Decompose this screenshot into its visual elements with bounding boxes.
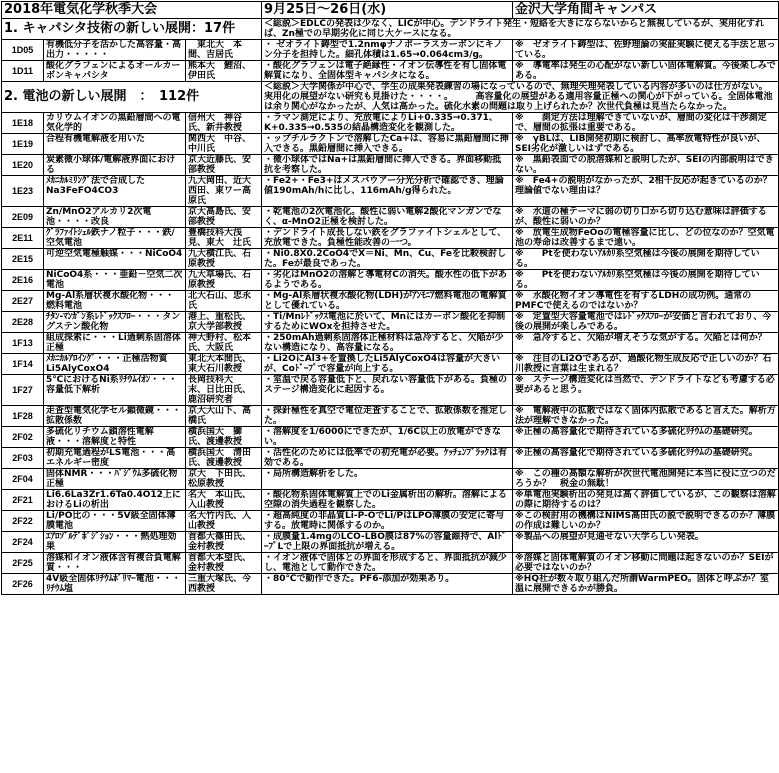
presentation-authors: 神大野村、松本氏、大阪氏 — [186, 333, 262, 354]
reviewer-comment: ※ 水道の極テーマに弱の切り口から切り込む意味は評価するが、酸性に弱いのか？ — [513, 207, 779, 228]
table-row — [2, 312, 779, 333]
section2-summary: ＜総説＞大学関係が中心で、学生の成果発表練習の場になっているので、無理矢理発表している内容が多いのは仕方がない。実用化の展望がない研究も見掛けた・・・・。 高容量化の展望がある適用容量正極への関心が下がっている。全固体電池は余り関心がなかったが、人気は高かった。硫化水素の問題は取り上げられたか？次世代負極は見当たらなかった。 — [262, 82, 779, 113]
presentation-title: 走査型電気化学セル顕微鏡・・・拡散係数 — [44, 406, 186, 427]
table-row — [2, 375, 779, 406]
reviewer-comment: ※ Ptを使わないｱﾙｶﾘ系空気極は今後の展開を期待している。 — [513, 270, 779, 291]
presentation-authors: 三重大塚氏、今西教授 — [186, 574, 262, 595]
reviewer-comment: ※ 注目のLi2Oであるが、過酸化物生成反応で正しいのか？石川教授に言葉は生まれる？ — [513, 354, 779, 375]
presentation-authors: 京大 下田氏、松原教授 — [186, 469, 262, 490]
presentation-authors: 京大近藤氏、安部教授 — [186, 155, 262, 176]
presentation-authors: 横浜国大 清田氏、渡邊教授 — [186, 448, 262, 469]
presentation-summary: ・室温で戻る容量低下と、戻れない容量低下がある。負極のステージ構造変化に起因する。 — [262, 375, 513, 406]
presentation-authors: 京大大山下、高橋氏 — [186, 406, 262, 427]
presentation-code: 1D11 — [2, 61, 44, 82]
presentation-code: 1E18 — [2, 113, 44, 134]
reviewer-comment: ※正極の高容量化で期待されている多硫化ﾘﾁｳﾑの基礎研究。 — [513, 427, 779, 448]
reviewer-comment: ※ ゼオライト鋳型は、佐野理論の実証実験に使える手法と思っている。 — [513, 40, 779, 61]
presentation-authors: 熊本大 鯉沼、伊田氏 — [186, 61, 262, 82]
presentation-code: 2F03 — [2, 448, 44, 469]
event-title: 2018年電気化学秋季大会 — [2, 2, 262, 19]
presentation-code: 2E09 — [2, 207, 44, 228]
presentation-authors: 東北大 本間、吉居氏 — [186, 40, 262, 61]
presentation-authors: 信州大 神谷氏、新井教授 — [186, 113, 262, 134]
presentation-summary: ・成膜量1.4mgのLCO-LBO膜は87%の容量維持で、AlﾄﾞｰﾌﾟLで上限の界面抵抗が増える。 — [262, 532, 513, 553]
table-row — [2, 270, 779, 291]
table-row — [2, 207, 779, 228]
reviewer-comment: ※ 黒鉛表面での脱溶媒和と説明したが、SEIの内部説明はできない。 — [513, 155, 779, 176]
presentation-title: ｸﾞﾗﾌｧｲﾄｼｪﾙ鉄ナノ粒子・・・鉄/空気電池 — [44, 228, 186, 249]
presentation-title: ﾁﾀﾝ-ﾏﾝｶﾞﾝ系ﾚﾄﾞｯｸｽﾌﾛｰ・・・タングステン酸化物 — [44, 312, 186, 333]
presentation-title: 4V級全固体ﾘﾁｳﾑﾎﾟﾘﾏｰ電池・・・ﾘﾁｳﾑ塩 — [44, 574, 186, 595]
presentation-authors: 横浜国大 獅氏、渡邊教授 — [186, 427, 262, 448]
table-row — [2, 249, 779, 270]
presentation-code: 1F13 — [2, 333, 44, 354]
presentation-authors: 首都大本望氏、金村教授 — [186, 553, 262, 574]
reviewer-comment: ※この検討用の機構はNIMS高田氏の説で説明できるのか？薄膜の作成は難しいのか？ — [513, 511, 779, 532]
presentation-summary: ・酸化物系固体電解質上でのLi金属析出の解析。溶解による空隙の消失過程を観察した。 — [262, 490, 513, 511]
event-venue: 金沢大学角間キャンパス — [513, 2, 779, 19]
reviewer-comment: ※HQ社が数々取り組んだ所謂WarmPEO。固体と呼ぶか？室温に展開できるかが勝負。 — [513, 574, 779, 595]
presentation-code: 2F25 — [2, 553, 44, 574]
presentation-summary: ・Mg-Al系層状複水酸化物(LDH)がｱﾝﾓﾆｱ燃料電池の電解質として優れている。 — [262, 291, 513, 312]
table-row — [2, 553, 779, 574]
table-row — [2, 574, 779, 595]
reviewer-comment: ※ γBLは、LIB開発初期に検討し、高率放電特性が良いが、SEI劣化が激しいはずである。 — [513, 134, 779, 155]
presentation-title: Mg-Al系層状複水酸化物・・・燃料電池 — [44, 291, 186, 312]
presentation-title: ﾒｶﾆｶﾙｱﾛｲﾝｸﾞ・・・正極活物質Li5AlyCoxO4 — [44, 354, 186, 375]
presentation-code: 2F22 — [2, 511, 44, 532]
presentation-authors: 豊橋技科大浅見、東大 辻氏 — [186, 228, 262, 249]
presentation-authors: 九大横江氏、石原教授 — [186, 249, 262, 270]
presentation-title: カリウムイオンの黒鉛層間への電気化学的 — [44, 113, 186, 134]
presentation-summary: ・微小球体ではNa+は黒鉛層間に挿入できる。界面移動抵抗を考察した。 — [262, 155, 513, 176]
presentation-summary: ・超高純度の非晶質Li-P-OでLi/PはLPO薄膜の安定に寄与する。放電時に関係するのか。 — [262, 511, 513, 532]
presentation-summary: ・80℃で動作できた。PF6-添加が効果あり。 — [262, 574, 513, 595]
presentation-authors: 九大草場氏、石原教授 — [186, 270, 262, 291]
presentation-code: 1E23 — [2, 176, 44, 207]
presentation-title: ﾒｶﾆｶﾙﾐﾘﾝｸﾞ法で合成したNa3FeFO4CO3 — [44, 176, 186, 207]
section2-title: 2. 電池の新しい展開 ： 112件 — [2, 82, 262, 113]
reviewer-comment: ※ 急冷すると、欠陥が増えそうな気がする。欠陥とは何か？ — [513, 333, 779, 354]
table-row — [2, 113, 779, 134]
reviewer-comment: ※ Fe4+の説明がなかったが、2相千反応が起きているのか？理論値でない理由は？ — [513, 176, 779, 207]
section1-row — [2, 19, 779, 40]
presentation-authors: 港上、重松氏、京大学部教授 — [186, 312, 262, 333]
conference-report-table — [1, 1, 779, 595]
presentation-title: 多硫化リチウム鎖溶性電解液・・・溶解度と特性 — [44, 427, 186, 448]
table-row — [2, 532, 779, 553]
reviewer-comment: ※正極の高容量化で期待されている多硫化ﾘﾁｳﾑの基礎研究。 — [513, 448, 779, 469]
section2-row — [2, 82, 779, 113]
presentation-authors: 名大竹内氏、入山教授 — [186, 511, 262, 532]
presentation-summary: ・Li2OにAl3+を置換したLi5AlyCoxO4は容量が大きいが、Coﾄﾞｰﾌﾟで容量が向上する。 — [262, 354, 513, 375]
presentation-summary: ・ラマン測定により、充放電によりLi+0.335→0.371、K+0.335→0.535の結晶構造変化を観測した。 — [262, 113, 513, 134]
presentation-code: 2E28 — [2, 312, 44, 333]
table-row — [2, 134, 779, 155]
presentation-code: 1F28 — [2, 406, 44, 427]
presentation-title: 初期充電過程がLS電池・・・高エネルギー密度 — [44, 448, 186, 469]
presentation-title: Zn/MnO2アルカリ2次電池・・・・改良 — [44, 207, 186, 228]
presentation-title: 5℃におけるNi系ﾘﾁｳﾑｲｵﾝ・・・容量低下解析 — [44, 375, 186, 406]
presentation-code: 2F24 — [2, 532, 44, 553]
reviewer-comment: ※ Ptを使わないｱﾙｶﾘ系空気極は今後の展開を期待している。 — [513, 249, 779, 270]
table-row — [2, 40, 779, 61]
reviewer-comment: ※ 定置型大容量電池ではﾚﾄﾞｯｸｽﾌﾛｰが安価と言われており、今後の展開が楽しみである。 — [513, 312, 779, 333]
presentation-code: 1D05 — [2, 40, 44, 61]
presentation-code: 1F27 — [2, 375, 44, 406]
presentation-summary: ・探針極性を真空で電位走査することで、拡散係数を推定した。 — [262, 406, 513, 427]
presentation-summary: ・劣化はMnO2の溶解と導電材Cの消失。酸水性の低下があるようである。 — [262, 270, 513, 291]
presentation-summary: ・250mAh過剰系固溶体正極材料は急冷すると、欠陥が少ない構造になり、高容量になる。 — [262, 333, 513, 354]
reviewer-comment: ※ ステージ構造変化は当然で、デンドライトなども考慮する必要があると思う。 — [513, 375, 779, 406]
reviewer-comment: ※製品への展望が見通せない大学らしい発表。 — [513, 532, 779, 553]
presentation-title: 組成探索に・・・Li過剰系固溶体正極 — [44, 333, 186, 354]
reviewer-comment: ※ 放電生成物FeOoの電極容量に比し、どの位なのか？空気電池の寿命は改善するまで遠い。 — [513, 228, 779, 249]
table-row — [2, 176, 779, 207]
presentation-title: ｴｱﾛｿﾞﾙﾃﾞﾎﾟｼﾞｼｮﾝ・・・熱処理効果 — [44, 532, 186, 553]
presentation-title: Li6.6La3Zr1.6Ta0.4O12上におけるLiの析出 — [44, 490, 186, 511]
presentation-title: 有機低分子を活かした高容量・高出力・・・・・ — [44, 40, 186, 61]
reviewer-comment: ※溶媒と固体電解質のイオン移動に問題は起きないのか？SEIが必要ではないのか？ — [513, 553, 779, 574]
presentation-authors: 東北大本間氏、東大石川教授 — [186, 354, 262, 375]
table-row — [2, 469, 779, 490]
table-row — [2, 511, 779, 532]
presentation-title: 固体NMR・・・ﾊﾟｼﾞｳﾑ多硫化物正極 — [44, 469, 186, 490]
reviewer-comment: ※ 電解液中の拡散ではなく固体内拡散であると言えた。解析方法が理解できなかった。 — [513, 406, 779, 427]
reviewer-comment: ※ 測定方法は理解できていないが、層間の変化は干渉測定で、層間の拡張は重要である。 — [513, 113, 779, 134]
presentation-title: NiCoO4系・・・亜鉛－空気二次電池 — [44, 270, 186, 291]
presentation-code: 1F14 — [2, 354, 44, 375]
presentation-summary: ・Ti/Mnﾚﾄﾞｯｸｽ電池に於いて、Mnにはカーボン酸化を抑制するためにWOxを担持させた。 — [262, 312, 513, 333]
table-row — [2, 448, 779, 469]
presentation-summary: ・Fe2+・Fe3+はメスバウアー分光分析で確認でき、理論値190mAh/hに比し、116mAh/g得られた。 — [262, 176, 513, 207]
reviewer-comment: ※単電池実験析出の発見は高く評価しているが、この観察は溶解の際に期待するのは？ — [513, 490, 779, 511]
presentation-title: 可逆空気電極触媒・・・NiCoO4 — [44, 249, 186, 270]
section1-summary: ＜総説＞EDLCの発表は少なく、LICが中心。デンドライト発生・短絡を大きにならないからと無視しているが、実用化すれば、Zn極での早期劣化に同じ大ケースになる。 — [262, 19, 779, 40]
table-row — [2, 333, 779, 354]
presentation-summary: ・溶解度を1/6000にできたが、1/6C以上の放電ができない。 — [262, 427, 513, 448]
presentation-authors: 首都大篠田氏、金村教授 — [186, 532, 262, 553]
presentation-code: 2E27 — [2, 291, 44, 312]
presentation-code: 2F26 — [2, 574, 44, 595]
presentation-code: 1E19 — [2, 134, 44, 155]
presentation-summary: ・デンドライト成長しない鉄をグラファイトシェルとして、充放電できた。負極性能改善の一つ。 — [262, 228, 513, 249]
presentation-summary: ・ ゼオライト鋳型で1.2nmφナノポーラスカーボンにキノン分子を担持した。細孔体積は1.65→0.064cm3/g。 — [262, 40, 513, 61]
presentation-authors: 関西大 中谷、中川氏 — [186, 134, 262, 155]
presentation-authors: 長岡技科大 末、日比田氏、鹿沼研究者 — [186, 375, 262, 406]
table-row — [2, 291, 779, 312]
reviewer-comment: ※ 導電率は発生の心配がない新しい固体電解質。今後楽しみである。 — [513, 61, 779, 82]
presentation-title: Li/PO比の・・・5V級全固体薄膜電池 — [44, 511, 186, 532]
presentation-title: 炭素微小球体/電解液界面における — [44, 155, 186, 176]
presentation-summary: ・ップチルラクトンで溶解したCa+は、容易に黒鉛層間に挿入できる。黒鉛層間に挿入できる。 — [262, 134, 513, 155]
presentation-code: 2F21 — [2, 490, 44, 511]
presentation-code: 2F04 — [2, 469, 44, 490]
presentation-authors: 九大岡田、近大西田、東ワー高原氏 — [186, 176, 262, 207]
reviewer-comment: ※ この種の高額な解析が次世代電池開発に本当に役に立つのだろうか？ 税金の無駄！ — [513, 469, 779, 490]
presentation-title: 合程有機電解液を用いた — [44, 134, 186, 155]
table-row — [2, 228, 779, 249]
presentation-summary: ・活性化のためには低率での初充電が必要。ｹｯﾁｪﾝﾌﾞﾗｯｸは有効である。 — [262, 448, 513, 469]
presentation-title: 酸化グラフェンによるオールカーボンキャパシタ — [44, 61, 186, 82]
table-row — [2, 490, 779, 511]
presentation-title: 溶媒和イオン液体含有複合負電解質・・・ — [44, 553, 186, 574]
event-date: 9月25日～26日(水) — [262, 2, 513, 19]
presentation-summary: ・イオン液体で固体との界面を形成すると、界面抵抗が減少し、電池として動作できた。 — [262, 553, 513, 574]
table-row — [2, 61, 779, 82]
presentation-code: 2E16 — [2, 270, 44, 291]
presentation-summary: ・局所構造解析をした。 — [262, 469, 513, 490]
table-row — [2, 354, 779, 375]
header-row — [2, 2, 779, 19]
presentation-summary: ・Ni0.8X0.2CoO4でX＝Ni、Mn、Cu、Feを比較検討した。Feが最良であった。 — [262, 249, 513, 270]
table-row — [2, 155, 779, 176]
table-row — [2, 406, 779, 427]
presentation-code: 2E15 — [2, 249, 44, 270]
section1-title: 1. キャパシタ技術の新しい展開：17件 — [2, 19, 262, 40]
presentation-code: 1E20 — [2, 155, 44, 176]
presentation-authors: 名大 本山氏、入山教授 — [186, 490, 262, 511]
presentation-code: 2E11 — [2, 228, 44, 249]
presentation-authors: 北大石山、忠永氏 — [186, 291, 262, 312]
presentation-authors: 京大高島氏、安部教授 — [186, 207, 262, 228]
presentation-summary: ・酸化グラフェンは電子絶縁性・イオン伝導性を有し固体電解質になり、全固体型キャパシタになる。 — [262, 61, 513, 82]
presentation-code: 2F02 — [2, 427, 44, 448]
reviewer-comment: ※ 水酸化物イオン導電性を有するLDHの成功例。通常のPMFCで使えるのではないか？ — [513, 291, 779, 312]
table-row — [2, 427, 779, 448]
presentation-summary: ・乾電池の2次電池化。酸性に弱い電解2酸化マンガンでなく、α-MnO2正極を検討した。 — [262, 207, 513, 228]
